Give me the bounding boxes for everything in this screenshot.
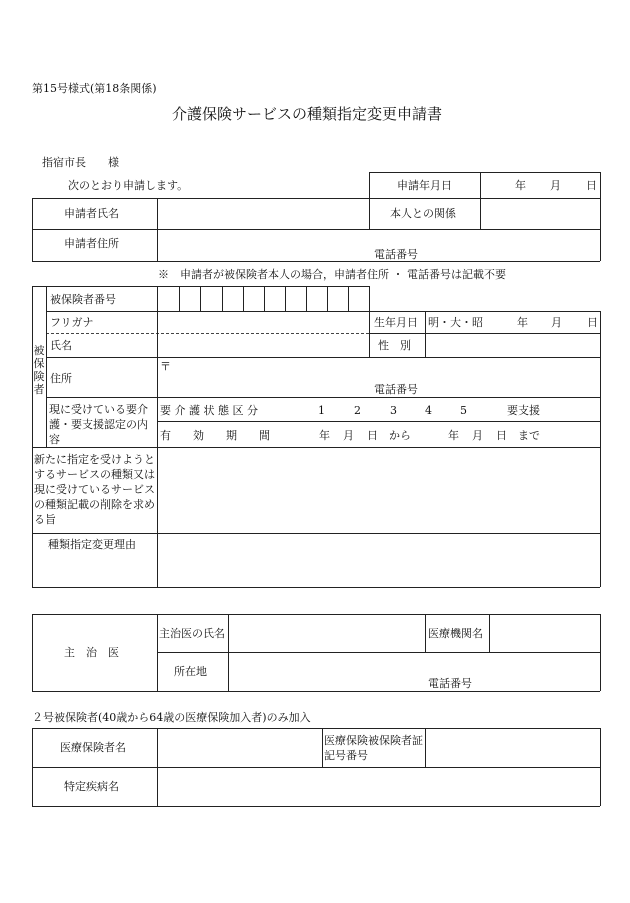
- birth-year-label: 年: [517, 316, 528, 329]
- reason-label: 種類指定変更理由: [48, 538, 136, 551]
- applicant-address-label: 申請者住所: [64, 237, 119, 250]
- birth-date-label: 生年月日: [374, 316, 418, 329]
- new-service-field[interactable]: [158, 448, 600, 533]
- application-day-label: 日: [586, 179, 597, 192]
- care-level-label: 要 介 護 状 態 区 分: [160, 404, 258, 417]
- doctor-address-label: 所在地: [174, 665, 207, 678]
- application-month-label: 月: [550, 179, 561, 192]
- postal-mark: 〒: [160, 360, 171, 373]
- furigana-label: フリガナ: [50, 316, 94, 329]
- doctor-name-label: 主治医の氏名: [159, 627, 225, 640]
- institution-label: 医療機関名: [428, 627, 483, 640]
- care-level-3[interactable]: 3: [390, 404, 397, 417]
- card-number-field[interactable]: [426, 729, 600, 767]
- applicant-name-field[interactable]: [158, 199, 368, 229]
- insurer-name-label: 医療保険者名: [60, 741, 126, 754]
- birth-month-label: 月: [551, 316, 562, 329]
- to-year-label: 年: [448, 429, 459, 442]
- care-level-4[interactable]: 4: [425, 404, 432, 417]
- institution-field[interactable]: [490, 615, 600, 652]
- insured-phone-label: 電話番号: [374, 383, 418, 396]
- form-number: 第15号様式(第18条関係): [32, 82, 157, 95]
- sex-field[interactable]: [426, 334, 600, 357]
- application-date-field[interactable]: [481, 173, 600, 198]
- to-suffix: まで: [518, 429, 540, 442]
- care-certification-label: 現に受けている要介護・要支援認定の内容: [49, 403, 148, 446]
- doctor-name-field[interactable]: [229, 615, 425, 652]
- from-suffix: から: [389, 429, 411, 442]
- to-month-label: 月: [472, 429, 483, 442]
- doctor-phone-label: 電話番号: [428, 677, 472, 690]
- insured-address-label: 住所: [50, 372, 72, 385]
- application-year-label: 年: [515, 179, 526, 192]
- addressee: 指宿市長 様: [42, 156, 119, 169]
- relation-label: 本人との関係: [390, 207, 456, 220]
- applicant-name-label: 申請者氏名: [64, 207, 119, 220]
- disease-field[interactable]: [158, 768, 600, 806]
- card-number-label: 医療保険被保険者証記号番号: [324, 734, 423, 762]
- validity-label: 有 効 期 間: [160, 429, 270, 442]
- note-text: ※ 申請者が被保険者本人の場合，申請者住所 ・ 電話番号は記載不要: [158, 268, 506, 281]
- furigana-field[interactable]: [158, 312, 369, 333]
- insured-group-label: 被保険者: [33, 344, 45, 396]
- page-title: 介護保険サービスの種類指定変更申請書: [172, 105, 443, 123]
- insured-number-field[interactable]: [158, 287, 369, 311]
- care-level-5[interactable]: 5: [460, 404, 467, 417]
- doctor-address-field[interactable]: [229, 653, 600, 691]
- sex-label: 性 別: [378, 339, 411, 352]
- applicant-phone-label: 電話番号: [374, 248, 418, 261]
- to-day-label: 日: [496, 429, 507, 442]
- new-service-label: 新たに指定を受けようとするサービスの種類又は現に受けているサービスの種類記載の削除を求める旨: [34, 453, 155, 526]
- care-level-2[interactable]: 2: [354, 404, 361, 417]
- insured-name-label: 氏名: [50, 339, 72, 352]
- intro-text: 次のとおり申請します。: [68, 179, 189, 192]
- era-options[interactable]: 明・大・昭: [428, 316, 483, 329]
- support-option[interactable]: 要支援: [507, 404, 540, 417]
- from-year-label: 年: [319, 429, 330, 442]
- application-date-label: 申請年月日: [397, 179, 452, 192]
- reason-field[interactable]: [158, 534, 600, 587]
- care-level-1[interactable]: 1: [318, 404, 325, 417]
- insurer-name-field[interactable]: [158, 729, 322, 767]
- from-day-label: 日: [367, 429, 378, 442]
- insured-name-field[interactable]: [158, 334, 369, 357]
- doctor-group-label: 主 治 医: [64, 646, 119, 659]
- disease-label: 特定疾病名: [64, 780, 119, 793]
- birth-day-label: 日: [587, 316, 598, 329]
- insured-number-label: 被保険者番号: [50, 293, 116, 306]
- from-month-label: 月: [343, 429, 354, 442]
- second-insured-heading: ２号被保険者(40歳から64歳の医療保険加入者)のみ加入: [32, 711, 311, 724]
- relation-field[interactable]: [481, 199, 600, 229]
